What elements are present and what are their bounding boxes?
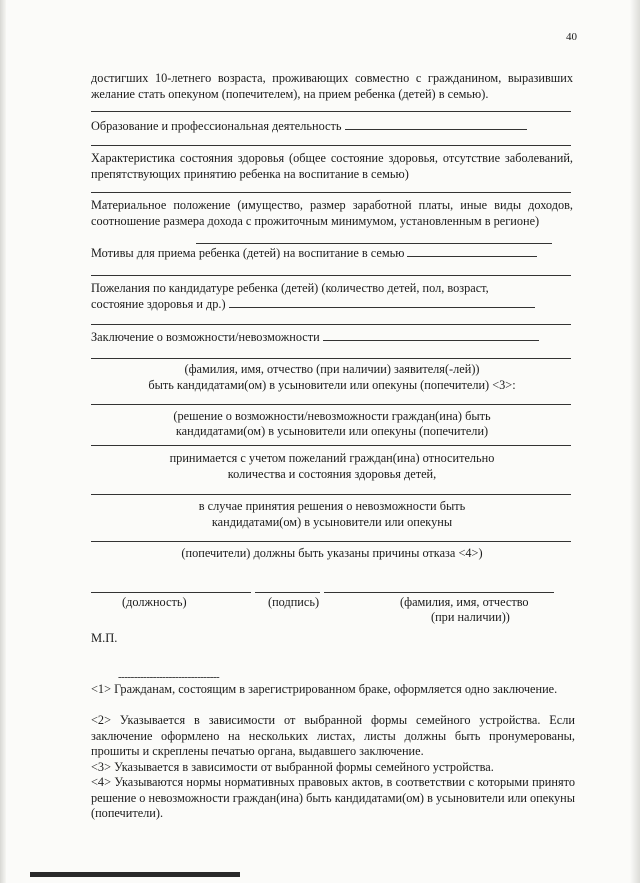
child-wishes-cont (91, 296, 573, 312)
fill-line (91, 275, 571, 276)
fill-line (91, 324, 571, 325)
fill-line (91, 145, 571, 146)
motives-label: Мотивы для приема ребенка (детей) на воспитание в семью (91, 246, 405, 260)
name-label-cont: (при наличии)) (431, 610, 510, 624)
health-characteristic: Характеристика состояния здоровья (общее состояние здоровья, отсутствие заболеваний, препятствующих принятию ребенка на воспитание в семью) (91, 151, 573, 181)
caption-decision: (решение о возможности/невозможности граждан(ина) быть (173, 409, 491, 423)
paragraph-family-consent: достигших 10-летнего возраста, проживающих совместно с гражданином, выразивших желание стать опекуном (попечителем), на прием ребенка (детей) в семью). (91, 71, 573, 101)
child-wishes-label: состояние здоровья и др.) (91, 297, 226, 311)
scan-edge-left (0, 0, 6, 883)
caption-candidates: быть кандидатами(ом) в усыновители или опекуны (попечители) <3>: (148, 378, 516, 392)
conclusion-field (91, 329, 573, 345)
page-number: 40 (566, 31, 577, 43)
fill-line (91, 192, 571, 193)
caption-wishes: принимается с учетом пожеланий граждан(ина) относительно (169, 451, 495, 465)
fill-line (91, 404, 571, 405)
name-label: (фамилия, имя, отчество (400, 595, 529, 609)
caption-decision-cont: кандидатами(ом) в усыновители или опекуны (попечители) (175, 424, 489, 438)
signature-blank[interactable] (255, 592, 320, 593)
motives-field (91, 245, 573, 261)
education-blank[interactable] (345, 118, 527, 130)
footnote-1: <1> Гражданам, состоящим в зарегистрированном браке, оформляется одно заключение. (91, 682, 558, 696)
caption-applicant-name: (фамилия, имя, отчество (при наличии) заявителя(-лей)) (184, 362, 480, 376)
signature-label: (подпись) (268, 595, 320, 609)
education-field (91, 118, 573, 134)
conclusion-blank[interactable] (323, 329, 539, 341)
stamp-label: М.П. (91, 631, 118, 645)
footnote-4: <4> Указываются нормы нормативных правовых актов, в соответствии с которыми принято решение о невозможности граждан(ина) быть кандидатами(ом) в усыновители или опекуны (попечители). (91, 775, 575, 820)
education-label: Образование и профессиональная деятельность (91, 119, 342, 133)
motives-blank[interactable] (407, 245, 537, 257)
scan-edge-right (630, 0, 640, 883)
footnote-2: <2> Указывается в зависимости от выбранной формы семейного устройства. Если заключение оформлено на нескольких листах, листы должны быть пронумерованы, прошиты и скреплены печатью органа, выдавшего заключение. (91, 713, 575, 758)
material-status: Материальное положение (имущество, размер заработной платы, иные виды доходов, соотношение размера дохода с прожиточным минимумом, установленным в регионе) (91, 198, 573, 228)
child-wishes: Пожелания по кандидатуре ребенка (детей) (количество детей, пол, возраст, (91, 281, 489, 295)
fill-line (91, 445, 571, 446)
name-blank[interactable] (324, 592, 554, 593)
caption-refusal-cont: кандидатами(ом) в усыновители или опекуны (211, 515, 453, 529)
fill-line (91, 111, 571, 112)
footnote-separator: -------------------------------- (118, 671, 220, 683)
fill-line (91, 494, 571, 495)
fill-line (91, 541, 571, 542)
caption-reasons: (попечители) должны быть указаны причины отказа <4>) (181, 546, 483, 560)
caption-refusal: в случае принятия решения о невозможности быть (198, 499, 466, 513)
conclusion-label: Заключение о возможности/невозможности (91, 330, 320, 344)
position-blank[interactable] (91, 592, 251, 593)
scan-artifact-bottom (30, 872, 240, 877)
child-wishes-blank[interactable] (229, 296, 535, 308)
fill-line (91, 358, 571, 359)
footnote-3: <3> Указывается в зависимости от выбранной формы семейного устройства. (91, 760, 494, 774)
caption-wishes-cont: количества и состояния здоровья детей, (227, 467, 437, 481)
position-label: (должность) (122, 595, 187, 609)
material-status-blank[interactable] (196, 243, 552, 244)
